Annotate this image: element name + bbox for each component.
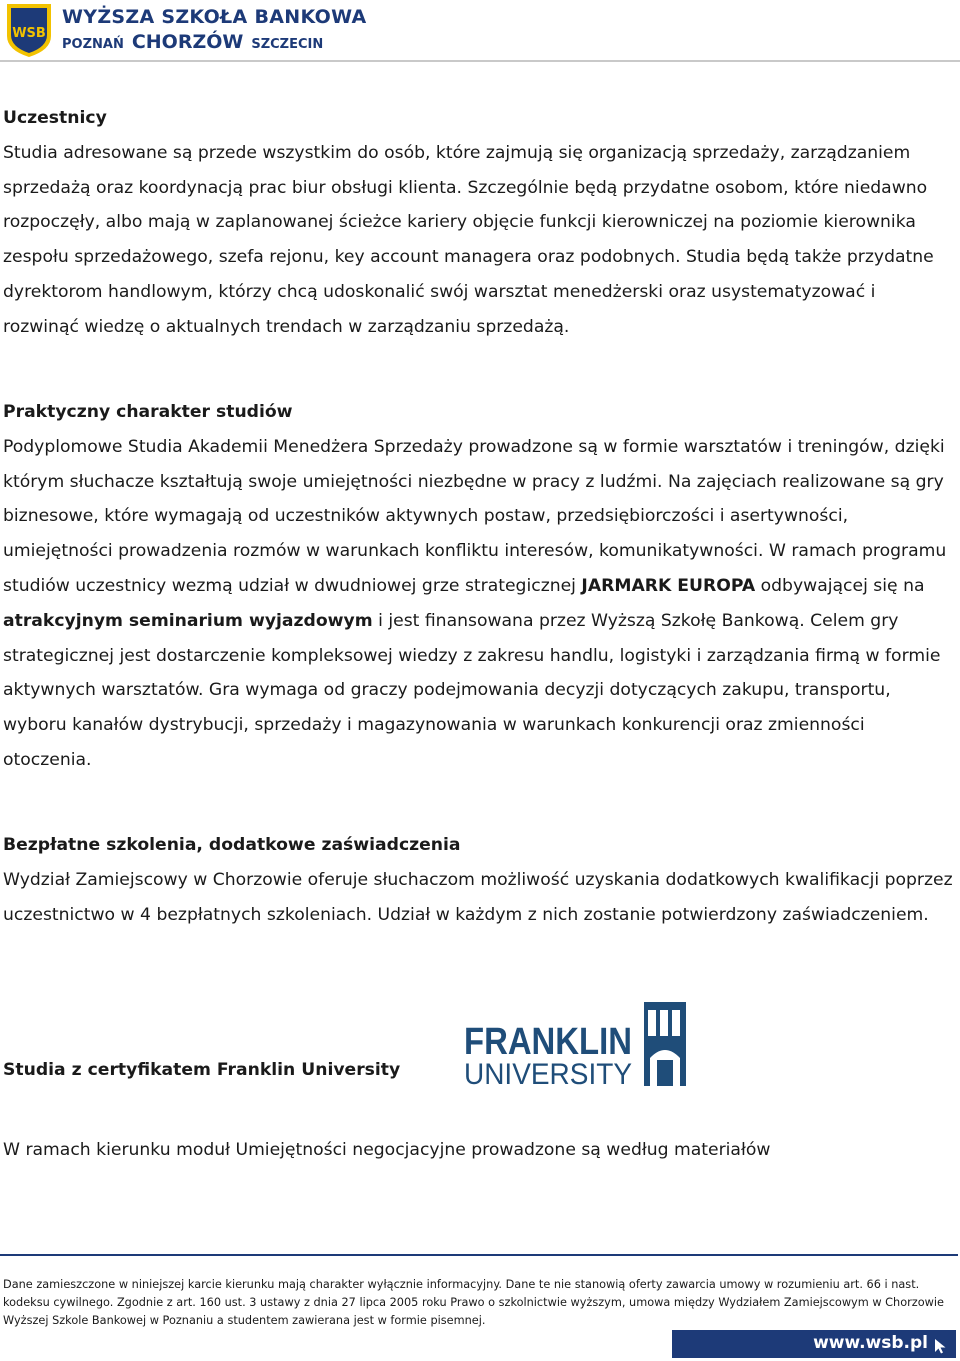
franklin-university-logo [456, 996, 696, 1090]
training-heading: Bezpłatne szkolenia, dodatkowe zaświadczenia [3, 835, 461, 855]
city-szczecin: SZCZECIN [251, 37, 324, 52]
header-divider [0, 60, 960, 62]
wsb-logo-text: WSB [12, 26, 46, 41]
website-link[interactable]: www.wsb.pl [813, 1333, 928, 1353]
footer-disclaimer: Dane zamieszczone w niniejszej karcie kierunku mają charakter wyłącznie informacyjny. Dane te nie stanowią oferty zawarcia umowy w rozumieniu art. 66 i nast. kodeksu cywilnego. Zgodnie z art. 160 ust. 3 ustawy z dnia 27 lipca 2005 roku Prawo o szkolnictwie wyższym, umowa między Wydziałem Zamiejscowym w Chorzowie Wyższej Szkole Bankowej w Poznaniu a studentem zawierana jest w formie pisemnej. [3, 1278, 944, 1327]
cursor-icon [934, 1338, 948, 1354]
practical-body-part2: odbywającej się na [755, 575, 925, 596]
section-training [3, 828, 955, 932]
franklin-heading: Studia z certyfikatem Franklin University [3, 1060, 401, 1080]
franklin-logo-line1: FRANKLIN [464, 1021, 632, 1063]
franklin-tower-icon [644, 1002, 686, 1086]
city-chorzow: CHORZÓW [131, 31, 244, 53]
participants-body: Studia adresowane są przede wszystkim do osób, które zajmują się organizacją sprzedaży, zarządzaniem sprzedażą oraz koordynacją prac biur obsługi klienta. Szczególnie będą przydatne osobom, które niedawno rozpoczęły, albo mają w zaplanowanej ścieżce kariery objęcie funkcji kierowniczej na poziomie kierownika zespołu sprzedażowego, szefa rejonu, key account managera oraz podobnych. Studia będą także przydatne dyrektorom handlowym, którzy chcą udoskonalić swój warsztat menedżerski oraz usystematyzować i rozwinąć wiedzę o aktualnych trendach w zarządzaniu sprzedażą. [3, 142, 934, 337]
game-name: JARMARK EUROPA [581, 575, 756, 596]
website-badge[interactable] [672, 1330, 956, 1358]
practical-body-part1: Podyplomowe Studia Akademii Menedżera Sprzedaży prowadzone są w formie warsztatów i treningów, dzięki którym słuchacze kształtują swoje umiejętności niezbędne w pracy z ludźmi. Na zajęciach realizowane są gry biznesowe, które wymagają od uczestników aktywnych postaw, przedsiębiorczości i asertywności, umiejętności prowadzenia rozmów w warunkach konfliktu interesów, komunikatywności. W ramach programu studiów uczestnicy wezmą udział w dwudniowej grze strategicznej [3, 436, 947, 596]
franklin-body: W ramach kierunku moduł Umiejętności negocjacyjne prowadzone są według materiałów [3, 1140, 771, 1160]
franklin-logo-line2: UNIVERSITY [464, 1058, 632, 1090]
wsb-logo-shield-icon [4, 2, 54, 58]
training-body: Wydział Zamiejscowy w Chorzowie oferuje słuchaczom możliwość uzyskania dodatkowych kwalifikacji poprzez uczestnictwo w 4 bezpłatnych szkoleniach. Udział w każdym z nich zostanie potwierdzony zaświadczeniem. [3, 869, 953, 925]
footer-divider [0, 1254, 958, 1256]
city-poznan: POZNAŃ [62, 37, 124, 52]
school-name: WYŻSZA SZKOŁA BANKOWA [62, 6, 367, 28]
practical-heading: Praktyczny charakter studiów [3, 402, 293, 422]
section-practical [3, 395, 955, 778]
seminar-label: atrakcyjnym seminarium wyjazdowym [3, 610, 373, 631]
participants-heading: Uczestnicy [3, 108, 107, 128]
page-header [0, 0, 960, 62]
practical-body-part3: i jest finansowana przez Wyższą Szkołę Bankową. Celem gry strategicznej jest dostarczenie kompleksowej wiedzy z zakresu handlu, logistyki i zarządzania firmą w formie aktywnych warsztatów. Gra wymaga od graczy podejmowania decyzji dotyczących zakupu, transportu, wyboru kanałów dystrybucji, sprzedaży i magazynowania w warunkach konkurencji oraz zmienności otoczenia. [3, 610, 941, 770]
practical-body [3, 430, 955, 778]
school-cities [62, 31, 323, 53]
section-participants [3, 101, 955, 345]
